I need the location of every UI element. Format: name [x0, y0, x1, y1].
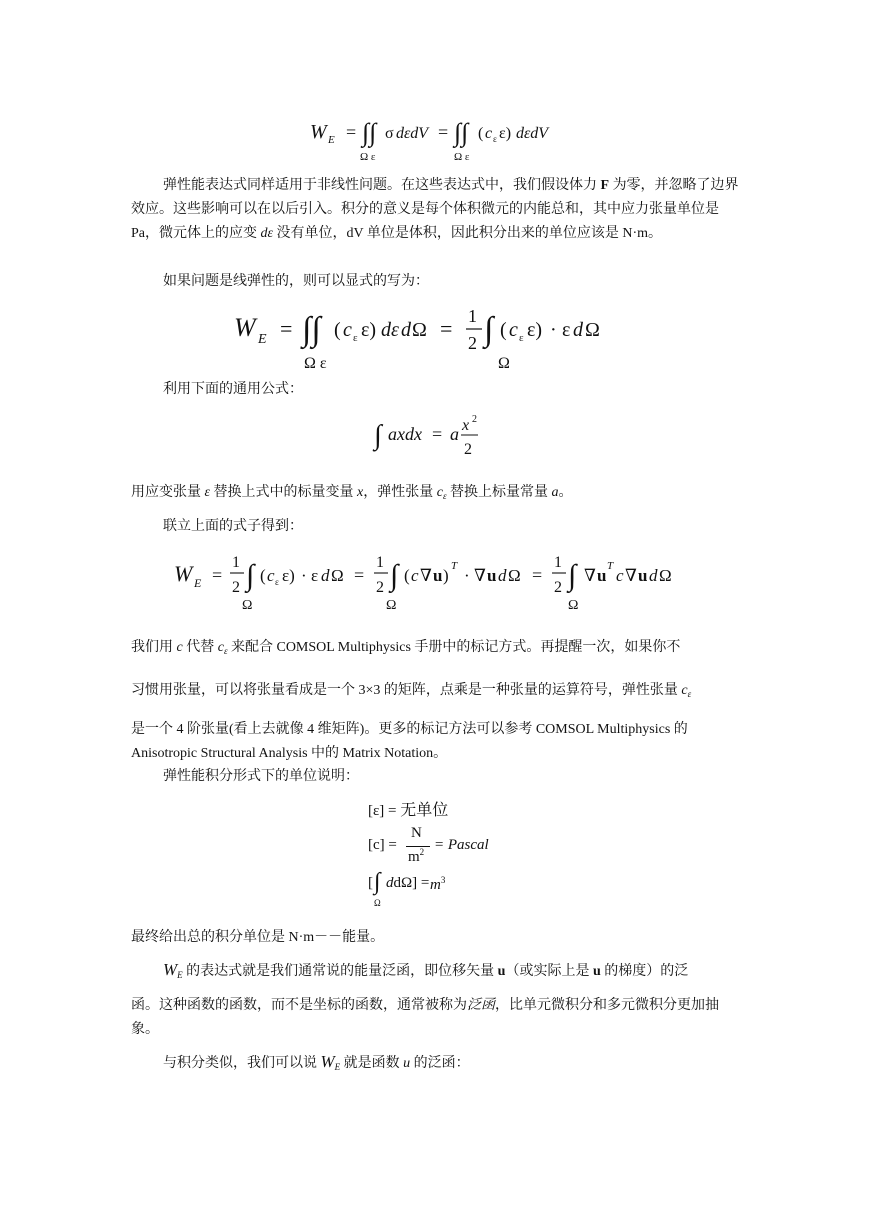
unit-int-lhs: [ [368, 875, 373, 891]
unit-stiffness-lhs: [c] = [368, 837, 397, 853]
equation-integral-axdx [372, 408, 502, 464]
svg-text:T: T [607, 560, 614, 572]
svg-text:ε): ε) [282, 566, 295, 585]
svg-text:σ: σ [385, 125, 394, 142]
svg-text:=: = [354, 565, 365, 585]
svg-text:c: c [485, 125, 493, 142]
svg-text:=: = [346, 122, 357, 142]
svg-text:=: = [432, 424, 443, 444]
text-segment: 就是函数 [340, 1056, 404, 1071]
svg-text:(: ( [260, 566, 266, 585]
c-epsilon-symbol: c [217, 640, 224, 655]
svg-text:∫: ∫ [374, 420, 382, 451]
paragraph-linear-elastic: 如果问题是线弹性的，则可以显式的写为： [163, 274, 429, 289]
equation-elastic-energy-volume [300, 112, 570, 168]
unit-int-rhs-exp: 3 [440, 875, 446, 885]
svg-text:u: u [433, 566, 443, 585]
text-segment: 来配合 COMSOL Multiphysics 手册中的标记方式。再提醒一次，如果你不 [227, 640, 681, 655]
svg-text:axdx: axdx [388, 424, 422, 444]
paragraph-substitution [131, 481, 739, 508]
svg-text:ε: ε [311, 566, 319, 585]
svg-text:u: u [597, 566, 607, 585]
svg-text:1: 1 [232, 554, 240, 571]
svg-text:c: c [411, 566, 419, 585]
text-segment: 。 [558, 485, 573, 500]
paragraph-combine: 联立上面的式子得到： [163, 519, 303, 534]
svg-text:Ω: Ω [585, 319, 600, 341]
svg-text:(: ( [478, 125, 484, 142]
svg-text:Ω ε: Ω ε [304, 355, 327, 372]
unit-int-sub: Ω [374, 898, 381, 908]
unit-volume-integral [368, 869, 568, 913]
svg-text:E: E [258, 332, 267, 347]
unit-int-body-text: dΩ] = [393, 875, 430, 891]
svg-text:(: ( [500, 319, 507, 341]
strain-increment-symbol: dε [260, 226, 274, 241]
scalar-a-symbol: a [551, 485, 559, 500]
text-segment: 没有单位，dV 单位是体积，因此积分出来的单位应该是 N·m。 [273, 226, 663, 241]
we-symbol: $W_E$ [320, 1052, 341, 1072]
strain-symbol: ε [204, 485, 211, 500]
svg-text:=: = [212, 565, 223, 585]
svg-text:1: 1 [468, 306, 477, 326]
paragraph-tensor-matrix [131, 679, 739, 706]
svg-text:c: c [343, 319, 352, 341]
text-segment: 替换上标量常量 [446, 485, 552, 500]
scalar-x-symbol: x [357, 485, 364, 500]
unit-strain [368, 797, 448, 820]
svg-text:W: W [310, 121, 327, 143]
unit-stiffness-den [408, 847, 424, 866]
svg-text:d: d [401, 319, 411, 341]
svg-text:Ω: Ω [386, 598, 397, 613]
displacement-symbol: u [497, 964, 506, 979]
svg-text:Ω: Ω [412, 319, 427, 341]
svg-text:ε): ε) [527, 319, 543, 341]
paragraph-total-units: 最终给出总的积分单位是 N·m－－能量。 [131, 930, 385, 945]
elastic-tensor-subscript: ε [687, 689, 692, 699]
paragraph-general-formula: 利用下面的通用公式： [163, 382, 303, 397]
svg-text:Ω: Ω [498, 355, 510, 372]
svg-text:=: = [438, 122, 449, 142]
paragraph-fourth-order: 是一个 4 阶张量(看上去就像 4 维矩阵)。更多的标记方法可以参考 COMSOL Multiphysics 的 Anisotropic Structural Analysis 中的 Matrix Notation。 [131, 722, 688, 761]
svg-text:c: c [509, 319, 518, 341]
svg-text:·: · [550, 319, 557, 341]
svg-text:ε): ε) [499, 125, 512, 142]
svg-text:·: · [464, 566, 470, 585]
paragraph-nonlinear-note [131, 174, 739, 246]
svg-text:W: W [174, 561, 193, 586]
integral-sign: ∫ [374, 869, 381, 895]
svg-text:Ω: Ω [331, 566, 344, 585]
text-segment: 弹性能表达式同样适用于非线性问题。在这些表达式中，我们假设体力 [163, 178, 601, 193]
text-segment: 的梯度）的泛 [600, 964, 689, 979]
svg-text:): ) [443, 566, 449, 585]
svg-text:c: c [616, 566, 624, 585]
svg-text:=: = [280, 316, 293, 341]
we-symbol: $W_E$ [163, 960, 183, 980]
c-epsilon-subscript: ε [223, 646, 228, 656]
svg-text:2: 2 [464, 441, 472, 458]
paragraph-functional-of-u [131, 1050, 739, 1079]
unit-int-rhs [430, 875, 445, 894]
text-segment: 代替 [182, 640, 218, 655]
svg-text:E: E [328, 134, 335, 146]
text-segment: 习惯用张量，可以将张量看成是一个 3×3 的矩阵，点乘是一种张量的运算符号，弹性张量 [131, 683, 682, 698]
svg-text:∇: ∇ [474, 566, 486, 585]
u-symbol: u [403, 1056, 411, 1071]
svg-text:dε: dε [381, 319, 399, 341]
svg-text:a: a [450, 424, 459, 444]
unit-int-body: ddΩ] = [386, 875, 430, 891]
text-segment: （或实际上是 [505, 964, 593, 979]
unit-stiffness-rhs: = Pascal [434, 837, 489, 853]
svg-text:∫∫: ∫∫ [454, 118, 469, 147]
unit-stiffness-den-exp: 2 [419, 847, 425, 857]
svg-text:=: = [532, 565, 543, 585]
svg-text:Ω ε: Ω ε [454, 151, 470, 163]
svg-text:dεdV: dεdV [516, 125, 549, 142]
text-segment: 我们用 [131, 640, 177, 655]
unit-strain-lhs: [ε] = [368, 803, 397, 819]
svg-text:1: 1 [376, 554, 384, 571]
body-force-symbol: F [600, 178, 610, 193]
text-segment: 函。这种函数的函数，而不是坐标的函数，通常被称为 [131, 998, 467, 1013]
text-segment: 用应变张量 [131, 485, 205, 500]
elastic-tensor-symbol: c [681, 683, 688, 698]
svg-text:2: 2 [554, 579, 562, 596]
units-block [368, 795, 568, 915]
text-segment: 与积分类似，我们可以说 [163, 1056, 321, 1071]
svg-text:E: E [194, 576, 202, 590]
svg-text:(: ( [334, 319, 341, 341]
svg-text:d: d [649, 566, 658, 585]
svg-text:ε: ε [493, 134, 497, 144]
svg-text:ε): ε) [361, 319, 377, 341]
svg-text:1: 1 [554, 554, 562, 571]
svg-text:ε: ε [353, 332, 358, 344]
svg-text:d: d [573, 319, 583, 341]
paragraph-notation-c [131, 636, 739, 663]
text-segment: 替换上式中的标量变量 [210, 485, 358, 500]
svg-text:=: = [440, 316, 453, 341]
svg-text:2: 2 [232, 579, 240, 596]
paragraph-functional-definition [131, 994, 739, 1042]
text-segment: 为零，并忽略了边界效应。这些影响可以在以后引入。积分的意义是每个体积微元的内能总和，其中应力张量单位是 Pa，微元体上的应变 [131, 178, 739, 241]
displacement-symbol: u [592, 964, 601, 979]
svg-text:d: d [321, 566, 330, 585]
svg-text:c: c [267, 566, 275, 585]
paragraph-units-intro: 弹性能积分形式下的单位说明： [163, 769, 359, 784]
svg-text:dεdV: dεdV [396, 125, 429, 142]
svg-text:d: d [498, 566, 507, 585]
functional-term: 泛函 [467, 998, 495, 1013]
svg-text:(: ( [404, 566, 410, 585]
unit-strain-rhs: 无单位 [400, 800, 449, 819]
svg-text:∇: ∇ [584, 566, 596, 585]
svg-text:∫: ∫ [568, 559, 577, 592]
svg-text:Ω ε: Ω ε [360, 151, 376, 163]
svg-text:∫: ∫ [390, 559, 399, 592]
svg-text:ε: ε [562, 319, 571, 341]
svg-text:∇: ∇ [420, 566, 432, 585]
svg-text:∫: ∫ [484, 311, 494, 348]
svg-text:ε: ε [275, 577, 279, 587]
svg-text:·: · [301, 566, 307, 585]
svg-text:u: u [487, 566, 497, 585]
svg-text:T: T [451, 560, 458, 572]
c-symbol: c [176, 640, 183, 655]
elastic-tensor-symbol: c [436, 485, 443, 500]
svg-text:Ω: Ω [568, 598, 579, 613]
unit-stiffness-den-base: m [408, 849, 420, 865]
equation-linear-elastic-energy [228, 296, 648, 376]
svg-text:∫∫: ∫∫ [362, 118, 377, 147]
svg-text:2: 2 [472, 414, 477, 425]
unit-stiffness-num: N [411, 825, 422, 841]
svg-text:Ω: Ω [659, 566, 672, 585]
paragraph-energy-functional [131, 958, 739, 987]
svg-text:∫: ∫ [246, 559, 255, 592]
svg-text:∇: ∇ [625, 566, 637, 585]
text-segment: ，比单元微积分和多元微积分更加抽象。 [131, 998, 719, 1037]
svg-text:Ω: Ω [508, 566, 521, 585]
text-segment: 的泛函： [410, 1056, 470, 1071]
svg-text:u: u [638, 566, 648, 585]
svg-text:W: W [234, 313, 256, 342]
svg-text:2: 2 [468, 333, 477, 353]
text-segment: ，弹性张量 [363, 485, 437, 500]
equation-energy-functional-gradient [170, 543, 710, 615]
elastic-tensor-subscript: ε [442, 491, 447, 501]
svg-text:∫∫: ∫∫ [302, 311, 321, 348]
unit-stiffness [368, 825, 568, 869]
text-segment: 的表达式就是我们通常说的能量泛函，即位移矢量 [182, 964, 498, 979]
unit-int-rhs-base: m [430, 877, 441, 893]
svg-text:x: x [462, 417, 470, 434]
svg-text:ε: ε [519, 332, 524, 344]
svg-text:Ω: Ω [242, 598, 253, 613]
svg-text:2: 2 [376, 579, 384, 596]
